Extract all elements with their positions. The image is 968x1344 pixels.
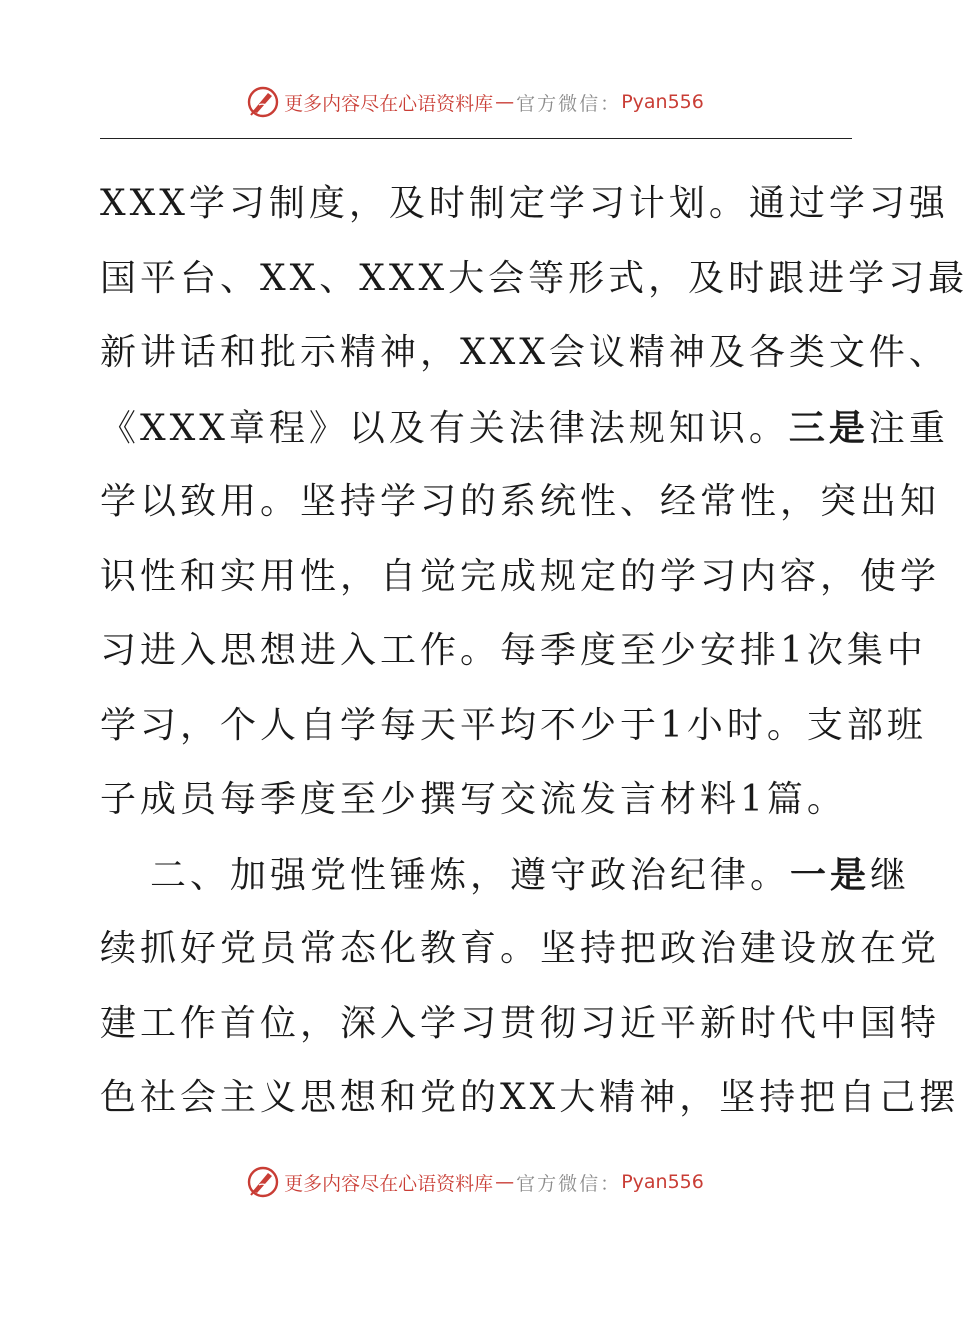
document-body (100, 167, 968, 1136)
text-line: 子成员每季度至少撰写交流发言材料1篇。 (100, 779, 847, 820)
text-line: 色社会主义思想和党的XX大精神，坚持把自己摆 (100, 1077, 960, 1118)
watermark-label: 官方微信： (516, 1172, 622, 1195)
page-footer-watermark (0, 1162, 950, 1202)
text-line: 学以致用。坚持学习的系统性、经常性，突出知 (100, 481, 941, 522)
text-line: 识性和实用性，自觉完成规定的学习内容，使学 (100, 555, 941, 597)
watermark-id: Pyan556 (621, 1171, 704, 1193)
section-heading-line: 二、加强党性锤炼，遵守政治纪律。一是继 (150, 853, 911, 896)
pen-circle-logo-icon (246, 85, 280, 119)
page-header-watermark (0, 82, 950, 122)
watermark-main-text: 更多内容尽在心语资料库 (284, 1172, 494, 1195)
watermark-id: Pyan556 (621, 91, 704, 113)
watermark-label: 官方微信： (516, 92, 622, 115)
text-line: 学习，个人自学每天平均不少于1小时。支部班 (100, 704, 927, 746)
header-rule (100, 138, 852, 139)
bold-marker: 三是 (788, 406, 869, 449)
watermark-dash: — (495, 91, 515, 113)
text-line: 国平台、XX、XXX大会等形式，及时跟进学习最 (100, 257, 968, 299)
text-line: 习进入思想进入工作。每季度至少安排1次集中 (100, 630, 927, 671)
bold-marker: 一是 (790, 853, 871, 896)
text-line: XXX学习制度，及时制定学习计划。通过学习强 (100, 183, 949, 224)
text-line: 新讲话和批示精神，XXX会议精神及各类文件、 (100, 332, 949, 373)
text-line: 续抓好党员常态化教育。坚持把政治建设放在党 (100, 928, 941, 969)
watermark-main-text: 更多内容尽在心语资料库 (284, 92, 494, 115)
text-line: 建工作首位，深入学习贯彻习近平新时代中国特 (100, 1002, 941, 1044)
text-line: 《XXX章程》以及有关法律法规知识。三是注重 (100, 406, 949, 449)
pen-circle-logo-icon (246, 1165, 280, 1199)
watermark-dash: — (495, 1171, 515, 1193)
